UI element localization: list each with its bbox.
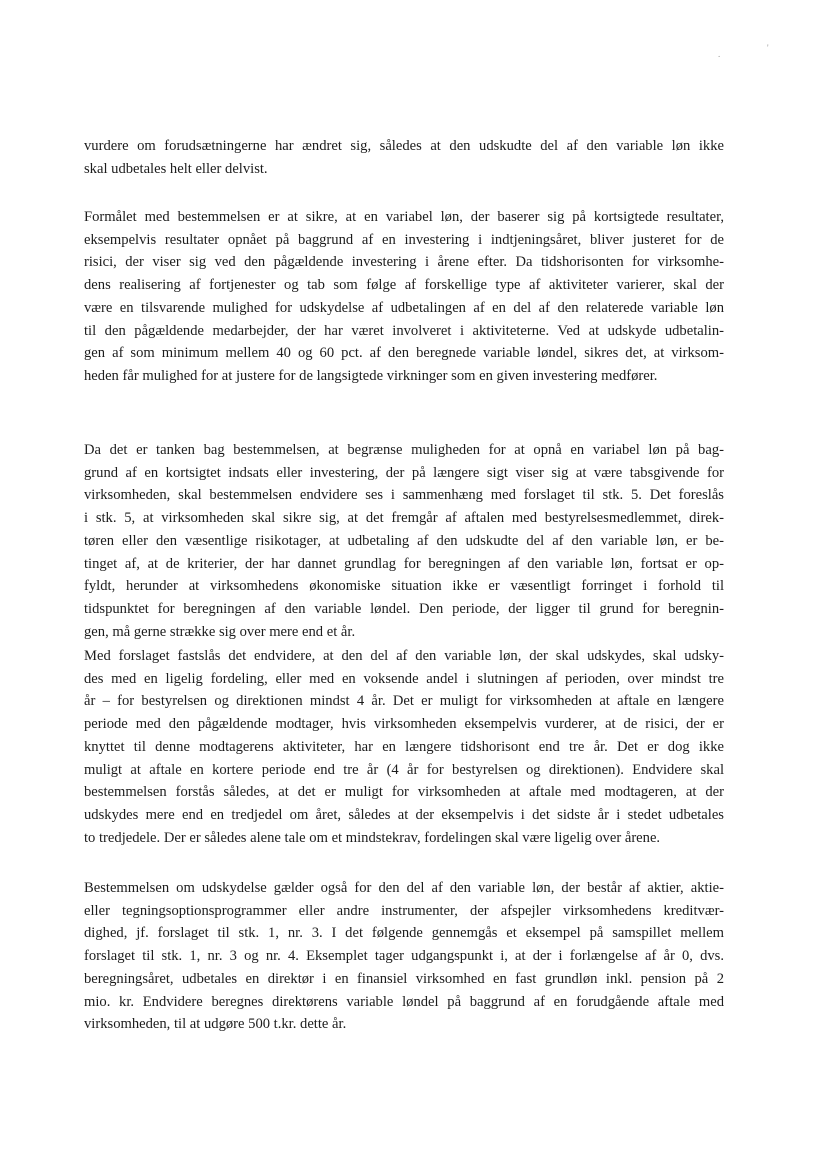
text-line: beregningsåret, udbetales en direktør i en finansiel virksomhed en fast grundløn inkl. pension på 2	[84, 970, 724, 987]
scan-mark: '	[767, 43, 769, 53]
text-line: gen af som minimum mellem 40 og 60 pct. af den beregnede variable løndel, sikres det, at virksom-	[84, 345, 724, 362]
text-line: bestemmelsen forstås således, at det er muligt for virksomheden at aftale med modtageren, at der	[84, 784, 724, 801]
paragraph-3	[84, 439, 724, 643]
text-line: eller tegningsoptionsprogrammer eller andre instrumenter, der afspejler virksomhedens kreditvær-	[84, 902, 724, 919]
scan-mark: .	[718, 49, 721, 59]
text-line: skal udbetales helt eller delvist.	[84, 160, 268, 177]
text-line: Formålet med bestemmelsen er at sikre, at en variabel løn, der baserer sig på kortsigtede resultater,	[84, 209, 724, 225]
text-line: dighed, jf. forslaget til stk. 1, nr. 3. I det følgende gennemgås et eksempel på samspillet mellem	[84, 925, 724, 942]
text-line: virksomheden, til at udgøre 500 t.kr. dette år.	[84, 1016, 347, 1033]
text-line: grund af en kortsigtet indsats eller investering, der på længere sigt viser sig at være tabsgivende for	[84, 464, 724, 481]
text-line: eksempelvis resultater opnået på baggrund af en investering i indtjeningsåret, bliver justeret for de	[84, 231, 724, 248]
text-line: Bestemmelsen om udskydelse gælder også for den del af den variable løn, der består af aktier, aktie-	[84, 880, 724, 896]
paragraph-4	[84, 645, 724, 849]
paragraph-5	[84, 877, 724, 1036]
text-line: i stk. 5, at virksomheden skal sikre sig, at det fremgår af aftalen med bestyrelsesmedlemmet, direk-	[84, 510, 724, 527]
text-line: til den pågældende medarbejder, der har været involveret i aktiviteterne. Ved at udskyde udbetalin-	[84, 322, 724, 339]
text-line: periode med den pågældende modtager, hvis virksomheden eksempelvis vurderer, at de risici, der er	[84, 716, 724, 733]
text-line: forslaget til stk. 1, nr. 3 og nr. 4. Eksemplet tager udgangspunkt i, at der i forlængelse af år 0, dvs.	[84, 948, 724, 965]
text-line: dens realisering af fortjenester og tab som følge af forskellige type af aktiviteter varierer, skal der	[84, 277, 724, 294]
text-line: år – for bestyrelsen og direktionen mindst 4 år. Det er muligt for virksomheden at aftale en længere	[84, 693, 724, 710]
text-line: virksomheden, skal bestemmelsen endvidere ses i sammenhæng med forslaget til stk. 5. Det foreslås	[84, 487, 724, 504]
text-line: gen, må gerne strække sig over mere end et år.	[84, 623, 356, 640]
text-line: tinget af, at de kriterier, der har dannet grundlag for beregningen af den variable løn, fortsat er op-	[84, 555, 724, 572]
text-line: udskydes mere end en tredjedel om året, således at der eksempelvis i det sidste år i stedet udbetales	[84, 806, 724, 823]
text-line: Da det er tanken bag bestemmelsen, at begrænse muligheden for at opnå en variabel løn på bag-	[84, 442, 724, 458]
text-line: Med forslaget fastslås det endvidere, at den del af den variable løn, der skal udskydes, skal udsky-	[84, 648, 724, 664]
text-line: knyttet til denne modtagerens aktiviteter, har en længere tidshorisont end tre år. Det er dog ikke	[84, 738, 724, 755]
text-line: des med en ligelig fordeling, eller med en voksende andel i slutningen af perioden, over mindst tre	[84, 670, 724, 687]
text-line: fyldt, herunder at virksomhedens økonomiske situation ikke er væsentligt forringet i forhold til	[84, 578, 724, 595]
text-line: to tredjedele. Der er således alene tale om et mindstekrav, fordelingen skal være ligelig over årene.	[84, 829, 661, 846]
text-line: mio. kr. Endvidere beregnes direktørens variable løndel på baggrund af en forudgående aftale med	[84, 993, 724, 1010]
paragraph-2	[84, 206, 724, 388]
text-line: risici, der viser sig ved den pågældende investering i årene efter. Da tidshorisonten for virksomhe-	[84, 254, 724, 271]
text-line: heden får mulighed for at justere for de langsigtede virkninger som en given investering medfører.	[84, 367, 658, 384]
paragraph-1	[84, 135, 724, 180]
text-line: være en tilsvarende mulighed for udskydelse af udbetalingen af en del af den relaterede variable løn	[84, 299, 724, 316]
text-line: muligt at aftale en kortere periode end tre år (4 år for bestyrelsen og direktionen). Endvidere skal	[84, 761, 724, 778]
text-line: tøren eller den væsentlige risikotager, at udbetaling af den udskudte del af den variable løn, er be-	[84, 532, 724, 549]
text-line: tidspunktet for beregningen af den variable løndel. Den periode, der ligger til grund for beregnin-	[84, 600, 724, 617]
text-line: vurdere om forudsætningerne har ændret sig, således at den udskudte del af den variable løn ikke	[84, 138, 724, 154]
